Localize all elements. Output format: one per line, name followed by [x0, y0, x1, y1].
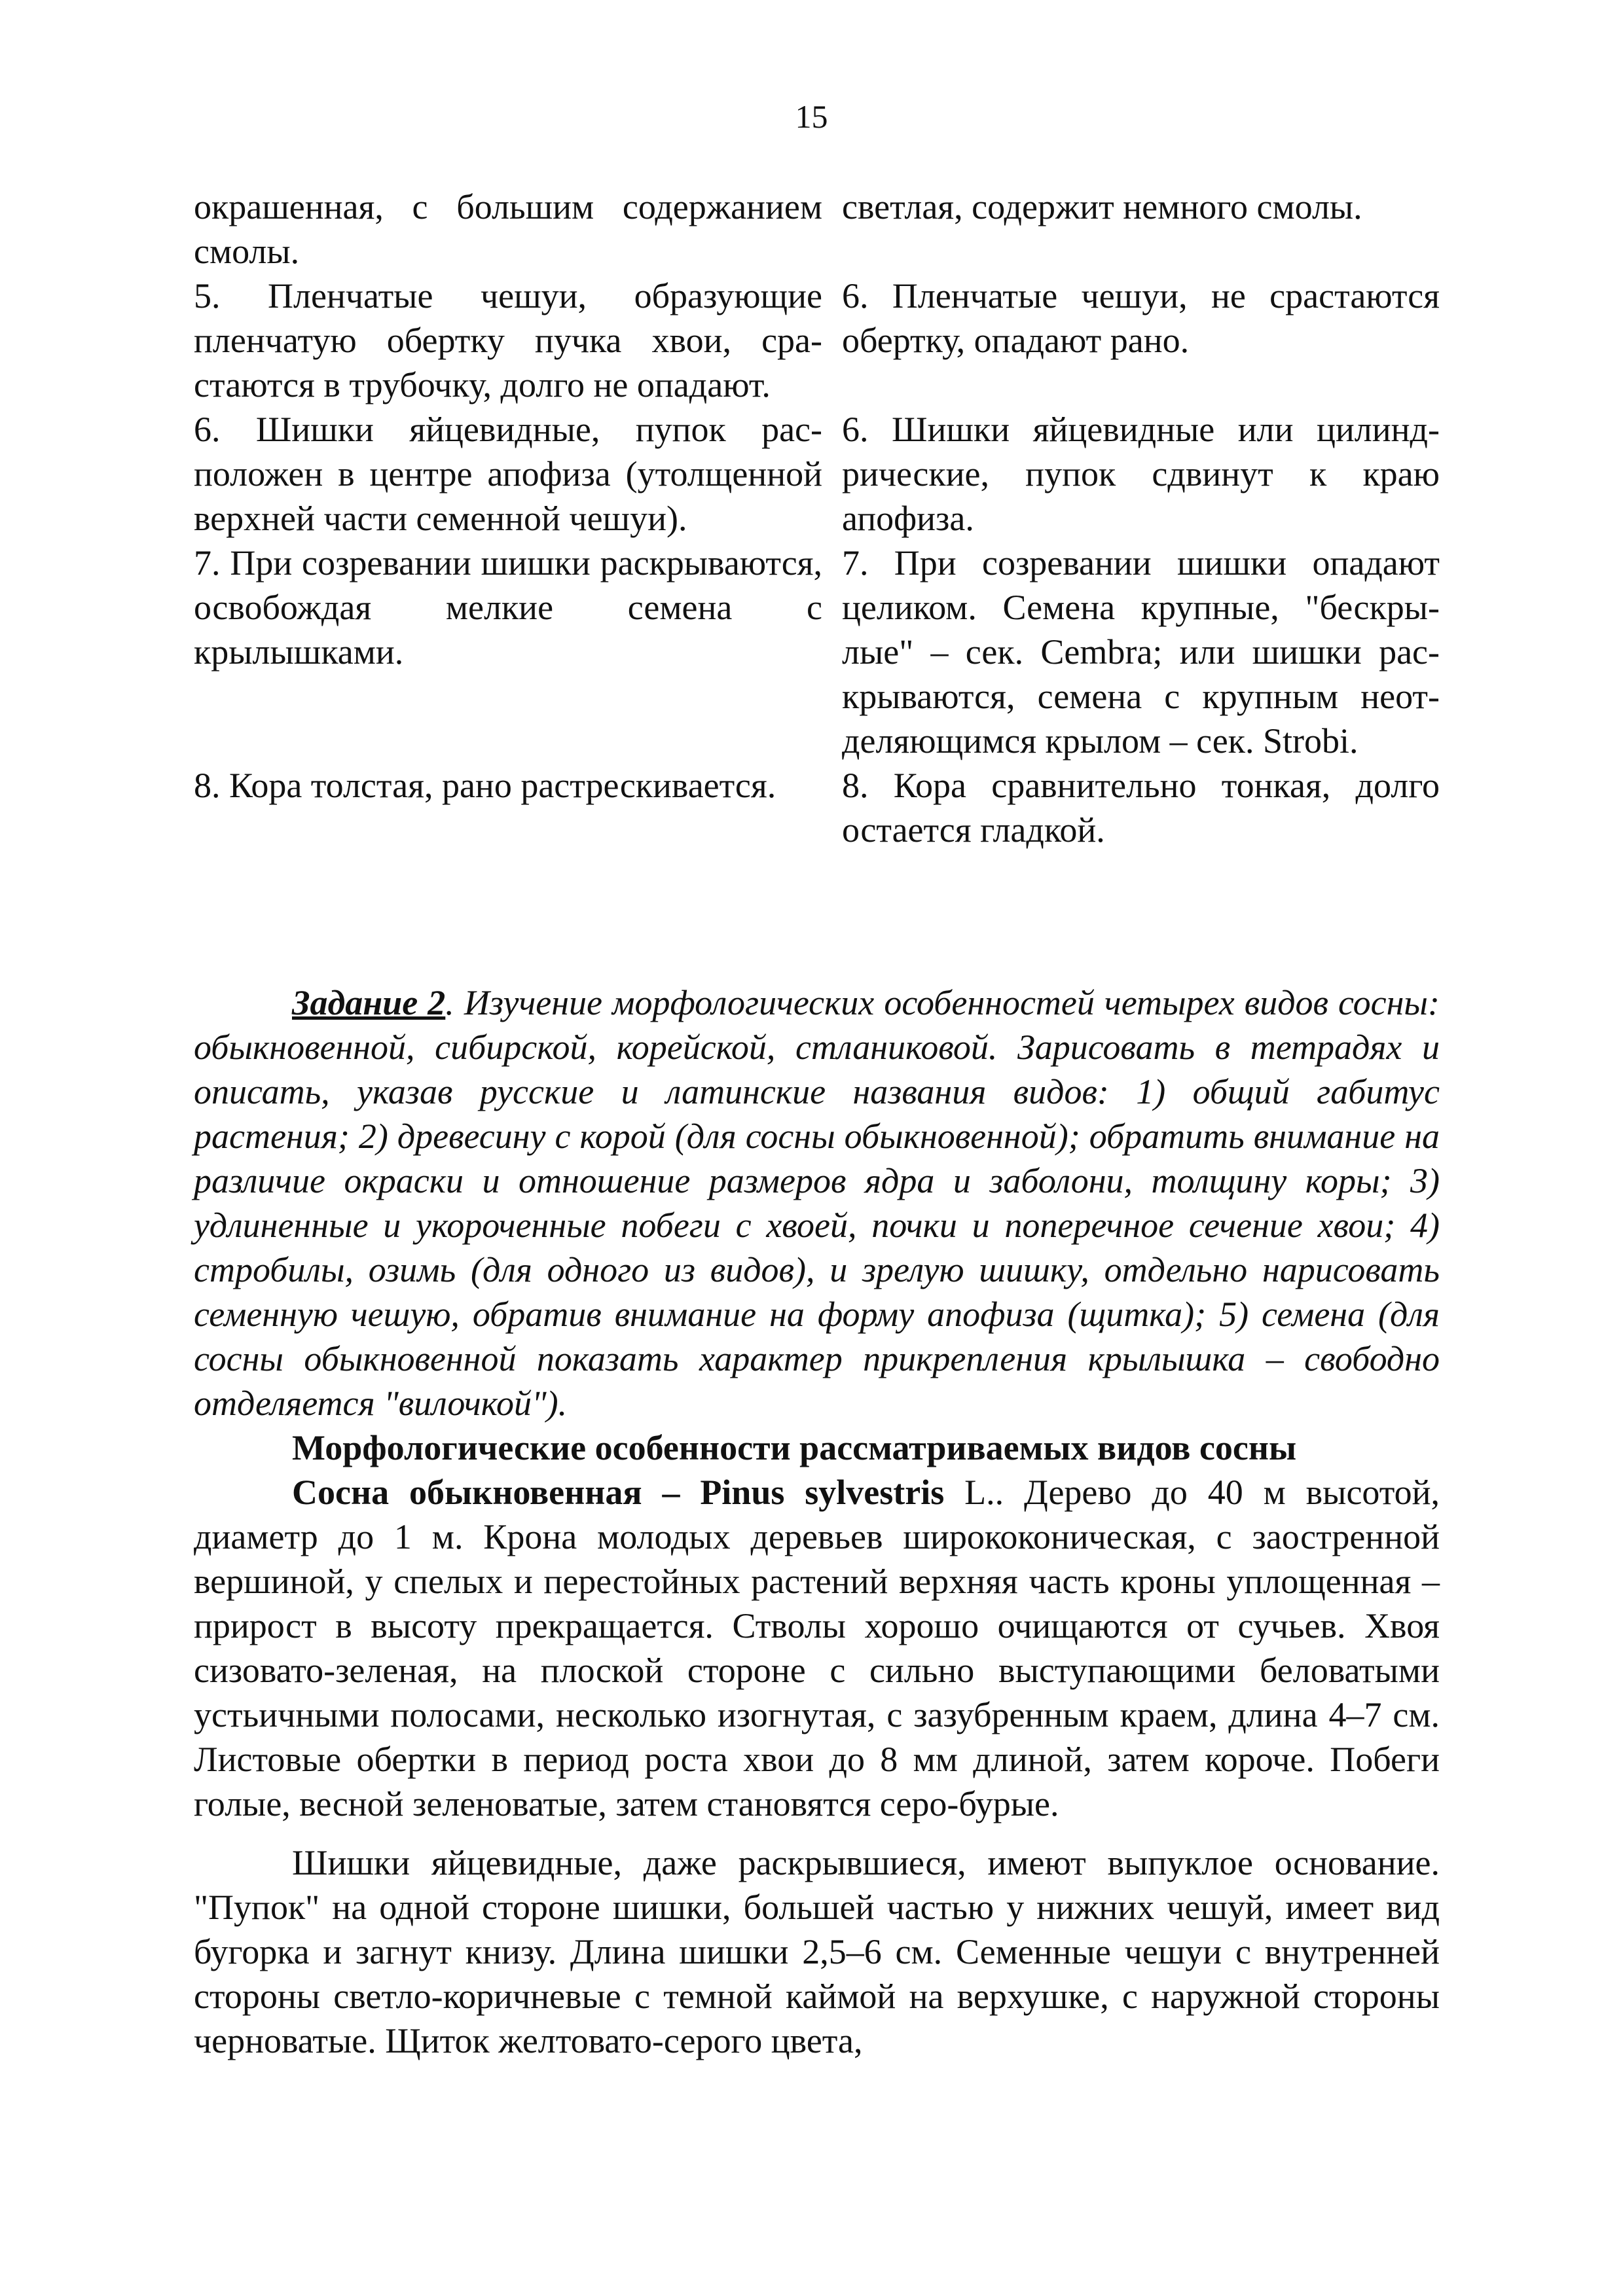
comparison-right-cell: 7. При созревании шишки опадают целиком. Семена крупные, "бескрылые" – сек. Cembra; или шишки раскрываются, семена с крупным неотделяющимся крылом – сек. Strobi. — [842, 543, 1440, 761]
comparison-right-cell: светлая, содержит немного смолы. — [842, 187, 1362, 226]
comparison-left-cell: 6. Шишки яйцевидные, пупок расположен в центре апофиза (утолщенной верхней части семенной чешуи). — [194, 410, 822, 538]
comparison-right-cell: 6. Шишки яйцевидные или цилиндрические, пупок сдвинут к краю апофиза. — [842, 410, 1440, 538]
comparison-right-cell: 6. Пленчатые чешуи, не срастаются обертку, опадают рано. — [842, 276, 1440, 360]
comparison-row — [194, 274, 1440, 407]
task-label: Задание 2 — [292, 983, 446, 1022]
body-text — [194, 980, 1440, 2063]
task-text: . Изучение морфологических особенностей четырех видов сосны: обыкновенной, сибирской, корейской, стланиковой. Зарисовать в тетрадях и описать, указав русские и латинские названия видов: 1) общий габитус растения; 2) древесину с корой (для сосны обыкновенной); обратить внимание на различие окраски и отношение размеров ядра и заболони, толщину коры; 3) удлиненные и укороченные побеги с хвоей, почки и поперечное сечение хвои; 4) стробилы, озимь (для одного из видов), и зрелую шишку, отдельно нарисовать семенную чешую, обратив внимание на форму апофиза (щитка); 5) семена (для сосны обыкновенной показать характер прикрепления крылышка – свободно отделяется "вилочкой"). — [194, 983, 1440, 1423]
comparison-left-cell: 7. При созревании шишки раскрываются, освобождая мелкие семена с крылышками. — [194, 543, 822, 672]
species-paragraph — [194, 1470, 1440, 1826]
comparison-left-cell: окрашенная, с большим содержанием смолы. — [194, 187, 822, 271]
task-paragraph — [194, 980, 1440, 1426]
comparison-right-cell: 8. Кора сравнительно тонкая, долго остается гладкой. — [842, 766, 1440, 850]
page-number: 15 — [795, 98, 828, 135]
species-description: . Дерево до 40 м высотой, диаметр до 1 м. Крона молодых деревьев ширококоническая, с заостренной вершиной, у спелых и перестойных растений верхняя часть кроны уплощенная – прирост в высоту прекращается. Стволы хорошо очищаются от сучьев. Хвоя сизовато-зеленая, на плоской стороне с сильно выступающими беловатыми устьичными полосами, несколько изогнутая, с зазубренным краем, длина 4–7 см. Листовые обертки в период роста хвои до 8 мм длиной, затем короче. Побеги голые, весной зеленоватые, затем становятся серо-бурые. — [194, 1473, 1440, 1823]
comparison-left-cell: 5. Пленчатые чешуи, образующие пленчатую обертку пучка хвои, срастаются в трубочку, долго не опадают. — [194, 276, 822, 404]
cones-paragraph: Шишки яйцевидные, даже раскрывшиеся, имеют выпуклое основание. "Пупок" на одной стороне шишки, большей частью у нижних чешуй, имеет вид бугорка и загнут книзу. Длина шишки 2,5–6 см. Семенные чешуи с внутренней стороны светло-коричневые с темной каймой на верхушке, с наружной стороны черноватые. Щиток желтовато-серого цвета, — [194, 1843, 1440, 2060]
comparison-row — [194, 185, 1440, 274]
species-name: Сосна обыкновенная – Pinus sylvestris — [292, 1473, 945, 1512]
comparison-left-cell: 8. Кора толстая, рано растрескивается. — [194, 766, 776, 805]
comparison-row — [194, 763, 1440, 852]
comparison-row — [194, 407, 1440, 541]
section-title: Морфологические особенности рассматриваемых видов сосны — [292, 1428, 1297, 1467]
comparison-table — [194, 185, 1440, 852]
comparison-row — [194, 541, 1440, 763]
species-author: L. — [944, 1473, 995, 1512]
